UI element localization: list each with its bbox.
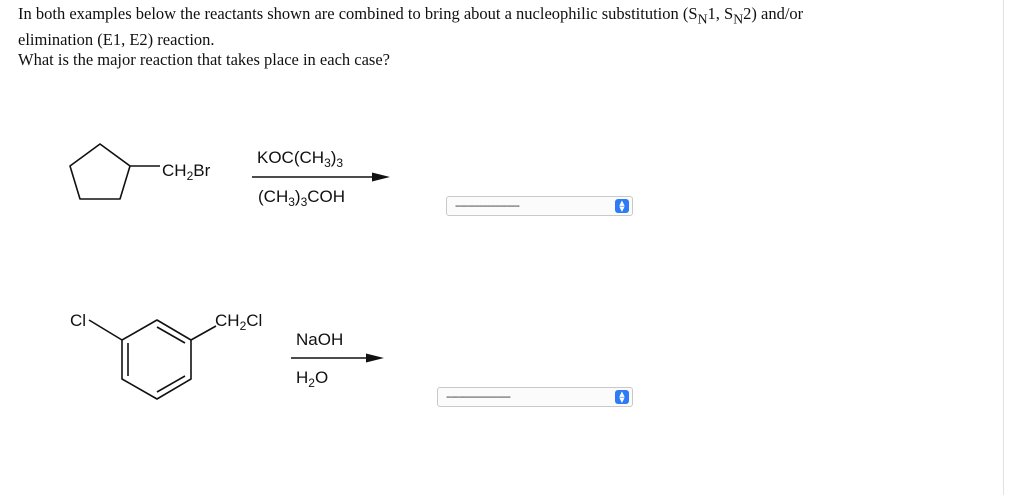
bond-to-ch2cl [191,326,216,340]
reaction-2-arrow-head [366,354,384,363]
solvent-water-label: $H_2O$ [296,368,329,390]
cyclopentane-ring [70,144,130,199]
benzene-double-bond-2 [157,376,185,392]
up-down-chevron-icon[interactable]: ▲ ▼ [615,199,629,213]
reaction-1 [70,144,390,209]
question-line-2: elimination (E1, E2) reaction. [18,29,215,49]
solvent-tbuoh-label: $(CH_3)_3COH$ [258,187,346,209]
reaction-2-selected-value: ------------------------ [446,391,510,403]
question-line-3: What is the major reaction that takes place in each case? [18,50,390,70]
reagent-naoh-label: NaOH [296,330,344,349]
reagent-koc-label: $KOC(CH_3)_3$ [257,148,344,170]
reaction-1-answer-select[interactable] [446,196,633,216]
up-down-chevron-icon[interactable]: ▲ ▼ [615,390,629,404]
ring-cl-label: Cl [70,311,87,330]
benzene-ring [122,320,191,399]
reaction-2-answer-select[interactable] [437,387,633,407]
reaction-2 [70,311,384,399]
bond-to-ring-cl [89,320,122,340]
ch2cl-label: $CH_2Cl$ [215,311,263,333]
question-line-1: In both examples below the reactants shown are combined to bring about a nucleophilic substitution ($S_N1$, $S_N2$) and/or [18,4,804,27]
reaction-1-selected-value: ------------------------ [455,200,519,212]
benzene-double-bond-1 [157,327,185,343]
reaction-1-arrow-head [372,173,390,182]
ch2br-label: $CH_2Br$ [162,161,211,183]
